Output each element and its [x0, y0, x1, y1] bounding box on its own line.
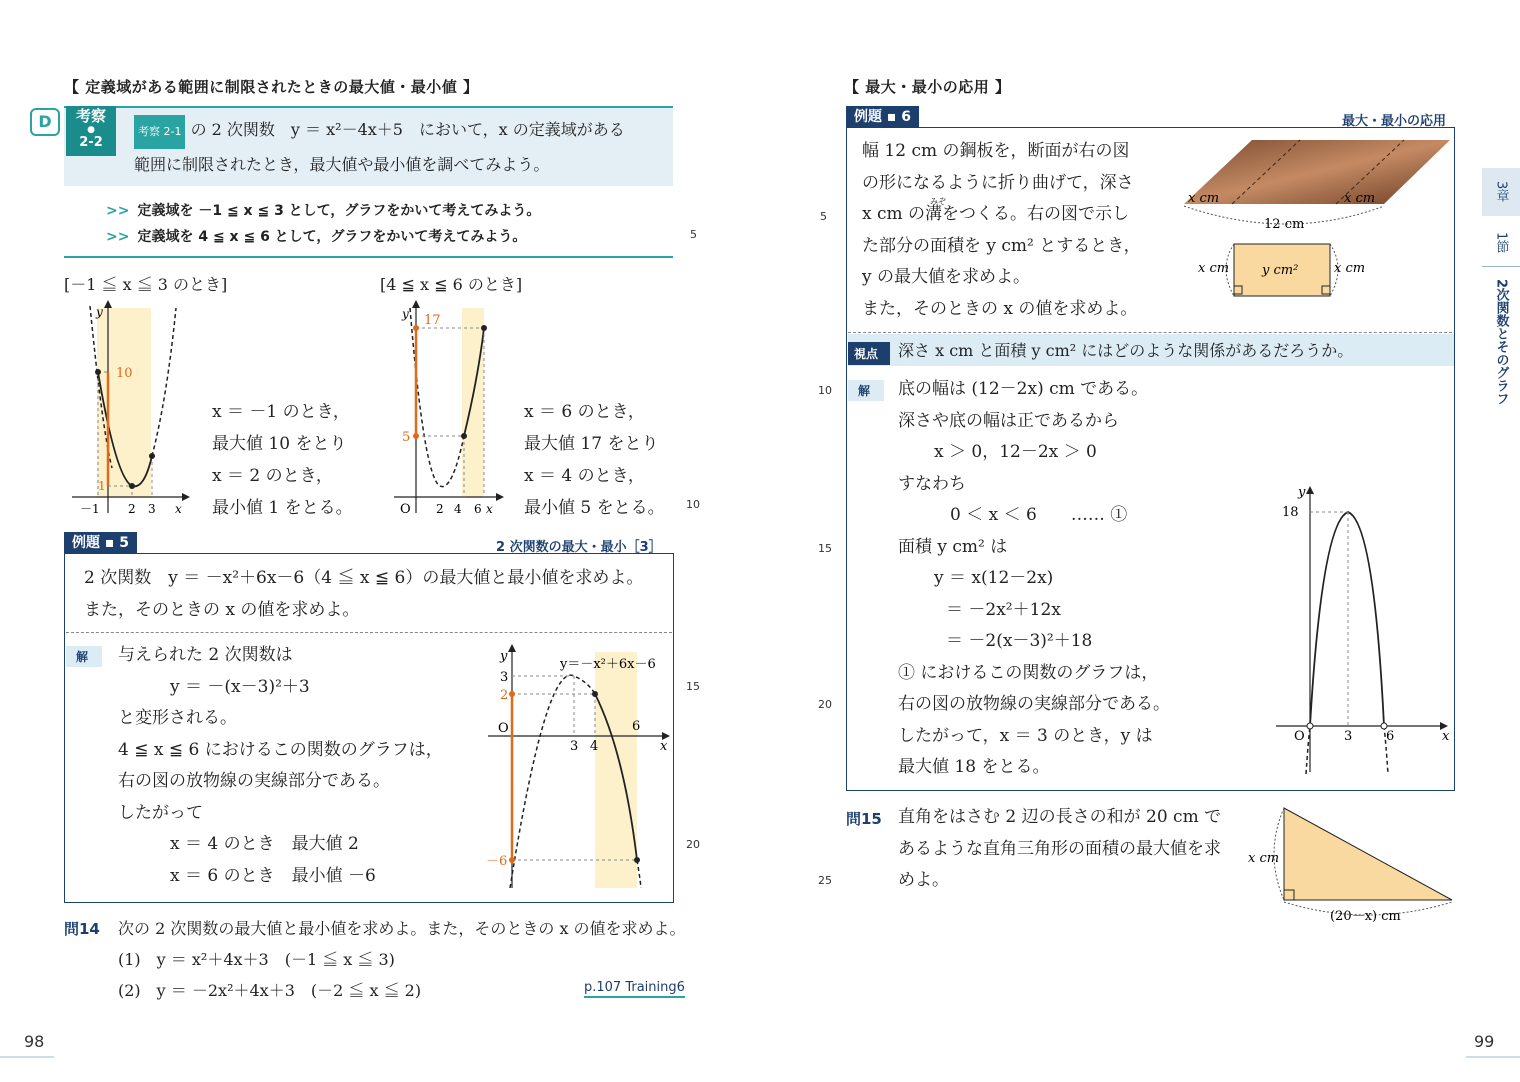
line-num: 5	[690, 228, 697, 241]
arrow-item-1: >> 定義域を －1 ≦ x ≦ 3 として，グラフをかいて考えてみよう。	[106, 203, 541, 219]
line-num: 25	[818, 874, 832, 887]
side-tab-section[interactable]: 1節	[1482, 226, 1520, 267]
page-number-left: 98	[24, 1032, 45, 1051]
svg-text:y: y	[96, 305, 103, 319]
side-tab-topic[interactable]: 2次関数とそのグラフ	[1493, 278, 1509, 406]
svg-text:－6: －6	[486, 854, 508, 869]
right-section-title: 【 最大・最小の応用 】	[844, 78, 1011, 96]
side-tab-chapter[interactable]: 3章	[1482, 168, 1520, 216]
svg-text:17: 17	[424, 313, 441, 328]
svg-text:y: y	[402, 307, 409, 321]
svg-text:x: x	[486, 502, 493, 516]
case1-title: [－1 ≦ x ≦ 3 のとき]	[64, 275, 228, 294]
svg-text:－1: －1	[80, 502, 100, 516]
svg-text:3: 3	[570, 739, 579, 754]
svg-text:x cm: x cm	[1188, 191, 1220, 206]
svg-text:O: O	[498, 721, 509, 736]
line-num: 10	[818, 384, 832, 397]
svg-text:12 cm: 12 cm	[1264, 217, 1305, 232]
case2-graph	[388, 298, 508, 520]
page-number-right: 99	[1474, 1032, 1495, 1051]
line-num: 5	[820, 210, 827, 223]
q14-item-1: (1) y ＝ x²＋4x＋3 (－1 ≦ x ≦ 3)	[118, 950, 395, 969]
example6-divider	[848, 332, 1452, 333]
svg-text:1: 1	[98, 479, 106, 493]
d-mark-icon: D	[30, 108, 60, 136]
q14-item-2: (2) y ＝ －2x²＋4x＋3 (－2 ≦ x ≦ 2)	[118, 981, 422, 1000]
example6-question: 幅 12 cm の鋼板を，断面が右の図 の形になるように折り曲げて，深さ x cm の溝をつくる。右の図で示し た部分の面積を y cm² とするとき， y の最大値を求めよ。 また，そのときの x の値を求めよ。	[862, 141, 1141, 319]
svg-text:y: y	[1298, 485, 1306, 500]
left-section-title: 【 定義域がある範囲に制限されたときの最大値・最小値 】	[64, 78, 479, 96]
kousatsu-title: 考察	[75, 107, 106, 125]
q15-figure	[1246, 802, 1456, 926]
case1-graph	[62, 298, 192, 520]
svg-text:x cm: x cm	[1248, 851, 1280, 866]
svg-text:x: x	[1442, 729, 1450, 744]
svg-text:18: 18	[1282, 505, 1299, 520]
q14-label: 問14	[64, 920, 100, 938]
svg-text:3: 3	[148, 502, 156, 516]
kousatsu-number: 2-2	[79, 135, 103, 150]
case2-text: x ＝ 6 のとき， 最大値 17 をとり x ＝ 4 のとき， 最小値 5 をとる。	[524, 402, 665, 518]
svg-text:x: x	[660, 739, 668, 754]
example5-label: 例題 ▪ 5	[64, 532, 137, 554]
svg-text:4: 4	[590, 739, 599, 754]
line-num: 20	[818, 698, 832, 711]
svg-text:y: y	[500, 649, 508, 664]
shiten-tag: 視点	[848, 342, 890, 365]
shiten-text: 深さ x cm と面積 y cm² にはどのような関係があるだろうか。	[898, 341, 1354, 360]
example6-graph	[1272, 482, 1454, 778]
example5-graph	[486, 642, 672, 892]
svg-text:O: O	[400, 502, 411, 517]
svg-text:6: 6	[474, 502, 482, 516]
footer-rule-left	[0, 1056, 54, 1058]
kousatsu-label: 考察 ● 2-2	[66, 106, 116, 156]
example6-label: 例題 ▪ 6	[846, 106, 919, 128]
footer-rule-right	[1466, 1056, 1520, 1058]
example5-tag: 2 次関数の最大・最小［3］	[496, 540, 662, 555]
kousatsu-divider	[64, 256, 673, 258]
svg-text:6: 6	[632, 719, 641, 734]
kousatsu-text	[134, 114, 625, 181]
example5-divider	[66, 632, 672, 633]
line-num: 15	[686, 680, 700, 693]
svg-text:4: 4	[454, 502, 462, 516]
example6-figure	[1178, 138, 1450, 304]
example6-tag: 最大・最小の応用	[1342, 114, 1447, 129]
svg-text:x cm: x cm	[1198, 261, 1230, 276]
svg-text:2: 2	[436, 502, 444, 516]
q14-training-link[interactable]: p.107 Training6	[584, 980, 685, 998]
svg-text:10: 10	[116, 366, 133, 381]
example5-kai: 解	[66, 646, 102, 667]
line-num: 20	[686, 838, 700, 851]
q14-text: 次の 2 次関数の最大値と最小値を求めよ。また，そのときの x の値を求めよ。	[118, 919, 686, 938]
svg-text:O: O	[1294, 729, 1305, 744]
example5-solution: 与えられた 2 次関数は y ＝ －(x－3)²＋3 と変形される。 4 ≦ x ≦ 6 におけるこの関数のグラフは， 右の図の放物線の実線部分である。 したがって x ＝ 4 のとき 最大値 2 x ＝ 6 のとき 最小値 －6	[118, 645, 443, 886]
q15-text: 直角をはさむ 2 辺の長さの和が 20 cm で あるような直角三角形の面積の最大値を求 めよ。	[898, 807, 1222, 890]
svg-text:y＝－x²＋6x－6: y＝－x²＋6x－6	[560, 657, 656, 672]
svg-text:x cm: x cm	[1344, 191, 1376, 206]
svg-text:x cm: x cm	[1334, 261, 1366, 276]
line-num: 15	[818, 542, 832, 555]
line-num: 10	[686, 498, 700, 511]
q15-label: 問15	[846, 810, 882, 828]
kousatsu-line1: の 2 次関数 y ＝ x²－4x＋5 において，x の定義域がある	[190, 120, 625, 139]
svg-text:5: 5	[402, 430, 411, 445]
svg-text:2: 2	[128, 502, 136, 516]
example6-kai: 解	[848, 380, 884, 401]
svg-text:y cm²: y cm²	[1262, 263, 1299, 278]
case1-text: x ＝ －1 のとき， 最大値 10 をとり x ＝ 2 のとき， 最小値 1 をとる。	[212, 402, 353, 518]
arrow-item-2: >> 定義域を 4 ≦ x ≦ 6 として，グラフをかいて考えてみよう。	[106, 229, 527, 245]
svg-text:6: 6	[1386, 729, 1395, 744]
example5-question: 2 次関数 y ＝ －x²＋6x－6（4 ≦ x ≦ 6）の最大値と最小値を求めよ。 また，そのときの x の値を求めよ。	[84, 568, 644, 620]
svg-text:3: 3	[500, 670, 509, 685]
svg-text:3: 3	[1344, 729, 1353, 744]
svg-text:x: x	[175, 502, 182, 516]
kousatsu-line2: 範囲に制限されたとき，最大値や最小値を調べてみよう。	[134, 155, 550, 174]
case2-title: [4 ≦ x ≦ 6 のとき]	[380, 275, 523, 294]
svg-text:2: 2	[500, 688, 509, 703]
svg-text:(20－x) cm: (20－x) cm	[1330, 909, 1401, 924]
example6-solution: 底の幅は (12－2x) cm である。 深さや底の幅は正であるから x ＞ 0，12－2x ＞ 0 すなわち 0 ＜ x ＜ 6 …… ① 面積 y cm² は y ＝ x(12－2x) ＝ －2x²＋12x ＝ －2(x－3)²＋18 ① におけるこの関数のグラフは， 右の図の放物線の実線部分である。 したがって，x ＝ 3 のとき，y は 最大値 18 をとる。	[898, 379, 1170, 777]
kousatsu-ref-tag[interactable]: 考察 2-1	[134, 115, 185, 149]
furigana: みぞ	[930, 197, 946, 206]
